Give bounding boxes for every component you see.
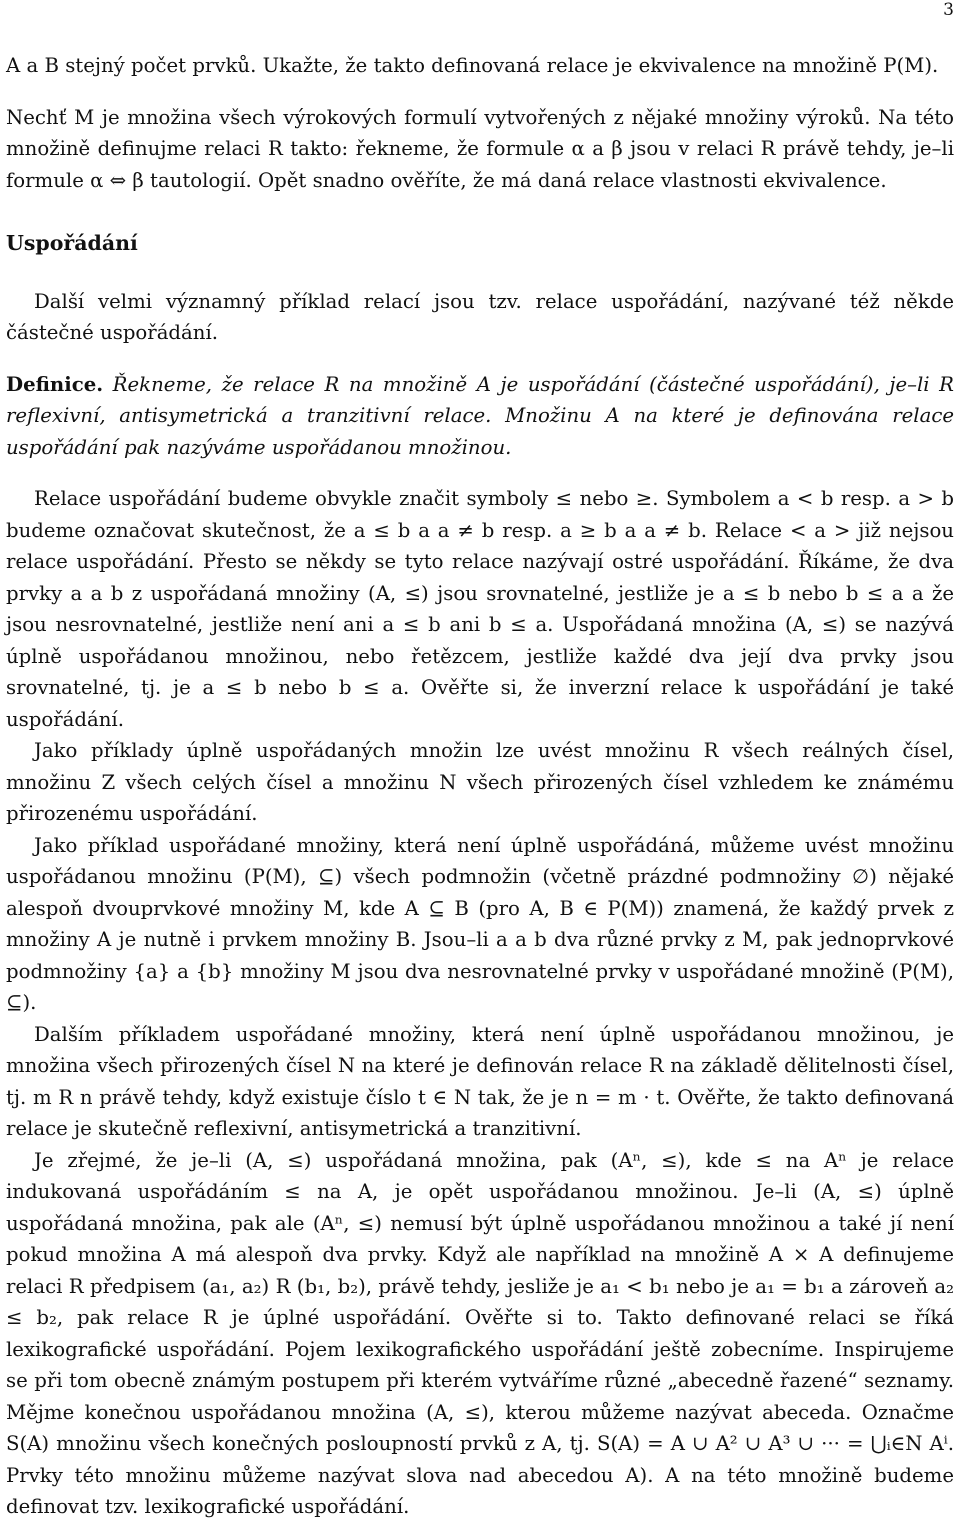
paragraph-notation: Relace uspořádání budeme obvykle značit symboly ≤ nebo ≥. Symbolem a < b resp. a > b budeme označovat skutečnost, že a ≤ b a a ≠ b resp. a ≥ b a a ≠ b. Relace < a > již nejsou relace uspořádání. Přesto se někdy se tyto relace nazývají ostré uspořádání. Říkáme, že dva prvky a a b z uspořádaná množiny (A, ≤) jsou srovnatelné, jestliže je a ≤ b nebo b ≤ a a že jsou nesrovnatelné, jestliže není ani a ≤ b ani b ≤ a. Uspořádaná množina (A, ≤) se nazývá úplně uspořádanou množinou, nebo řetězcem, jestliže každé dva její dva prvky jsou srovnatelné, tj. je a ≤ b nebo b ≤ a. Ověřte si, že inverzní relace k uspořádání je také uspořádání.: [6, 487, 954, 731]
definition-text: Řekneme, že relace R na množině A je uspořádání (částečné uspořádání), je–li R reflexivní, antisymetrická a tranzitivní relace. Množinu A na které je definována relace uspořádání pak nazýváme uspořádanou množinou.: [6, 372, 955, 459]
definition-block: [6, 369, 954, 464]
paragraph-power-set-example: Jako příklad uspořádané množiny, která není úplně uspořádáná, můžeme uvést množinu uspořádanou množinu (P(M), ⊆) všech podmnožin (včetně prázdné podmnožiny ∅) nějaké alespoň dvouprvkové množiny M, kde A ⊆ B (pro A, B ∈ P(M)) znamená, že každý prvek z množiny A je nutně i prvkem množiny B. Jsou–li a a b dva různé prvky z M, pak jednoprvkové podmnožiny {a} a {b} množiny M jsou dva nesrovnatelné prvky v uspořádané množině (P(M), ⊆).: [6, 833, 954, 1014]
page-number: 3: [943, 0, 954, 20]
paragraph-formulas-equivalence: Nechť M je množina všech výrokových formulí vytvořených z nějaké množiny výroků. Na této množině definujme relaci R takto: řekneme, že formule α a β jsou v relaci R právě tehdy, je–li formule α ⇔ β tautologií. Opět snadno ověříte, že má daná relace vlastnosti ekvivalence.: [6, 105, 954, 192]
paragraph-continuation: A a B stejný počet prvků. Ukažte, že takto definovaná relace je ekvivalence na množině P(M).: [6, 54, 939, 77]
section-heading: Uspořádání: [6, 231, 138, 255]
definition-label: Definice.: [6, 372, 104, 396]
paragraph-divisibility-example: Dalším příkladem uspořádané množiny, která není úplně uspořádanou množinou, je množina všech přirozených čísel N na které je definován relace R na základě dělitelnosti čísel, tj. m R n právě tehdy, když existuje číslo t ∈ N tak, že je n = m · t. Ověřte, že takto definovaná relace je skutečně reflexivní, antisymetrická a tranzitivní.: [6, 1022, 954, 1140]
paragraph-total-order-examples: Jako příklady úplně uspořádaných množin lze uvést množinu R všech reálných čísel, množinu Z všech celých čísel a množinu N všech přirozených čísel vzhledem ke známému přirozenému uspořádání.: [6, 739, 954, 825]
page-content: [6, 50, 954, 1523]
paragraph-intro-ordering: Další velmi významný příklad relací jsou tzv. relace uspořádání, nazývané též někde částečné uspořádání.: [6, 289, 954, 344]
paragraph-lexicographic: Je zřejmé, že je–li (A, ≤) uspořádaná množina, pak (Aⁿ, ≤), kde ≤ na Aⁿ je relace indukovaná uspořádáním ≤ na A, je opět uspořádanou množinou. Je–li (A, ≤) úplně uspořádaná množina, pak ale (Aⁿ, ≤) nemusí být úplně uspořádanou množinou a také jí není pokud množina A má alespoň dva prvky. Když ale například na množině A × A definujeme relaci R předpisem (a₁, a₂) R (b₁, b₂), právě tehdy, jesliže je a₁ < b₁ nebo je a₁ = b₁ a zároveň a₂ ≤ b₂, pak relace R je úplné uspořádání. Ověřte si to. Takto definované relaci se říká lexikografické uspořádání. Pojem lexikografického uspořádání ještě zobecníme. Inspirujeme se při tom obecně známým postupem při kterém vytváříme různé „abecedně řazené“ seznamy. Mějme konečnou uspořádanou množina (A, ≤), kterou můžeme nazývat abeceda. Označme S(A) množinu všech konečných posloupností prvků z A, tj. S(A) = A ∪ A² ∪ A³ ∪ ··· = ⋃ᵢ∈N Aⁱ. Prvky této množinu můžeme nazývat slova nad abecedou A). A na této množině budeme definovat tzv. lexikografické uspořádání.: [6, 1148, 954, 1518]
